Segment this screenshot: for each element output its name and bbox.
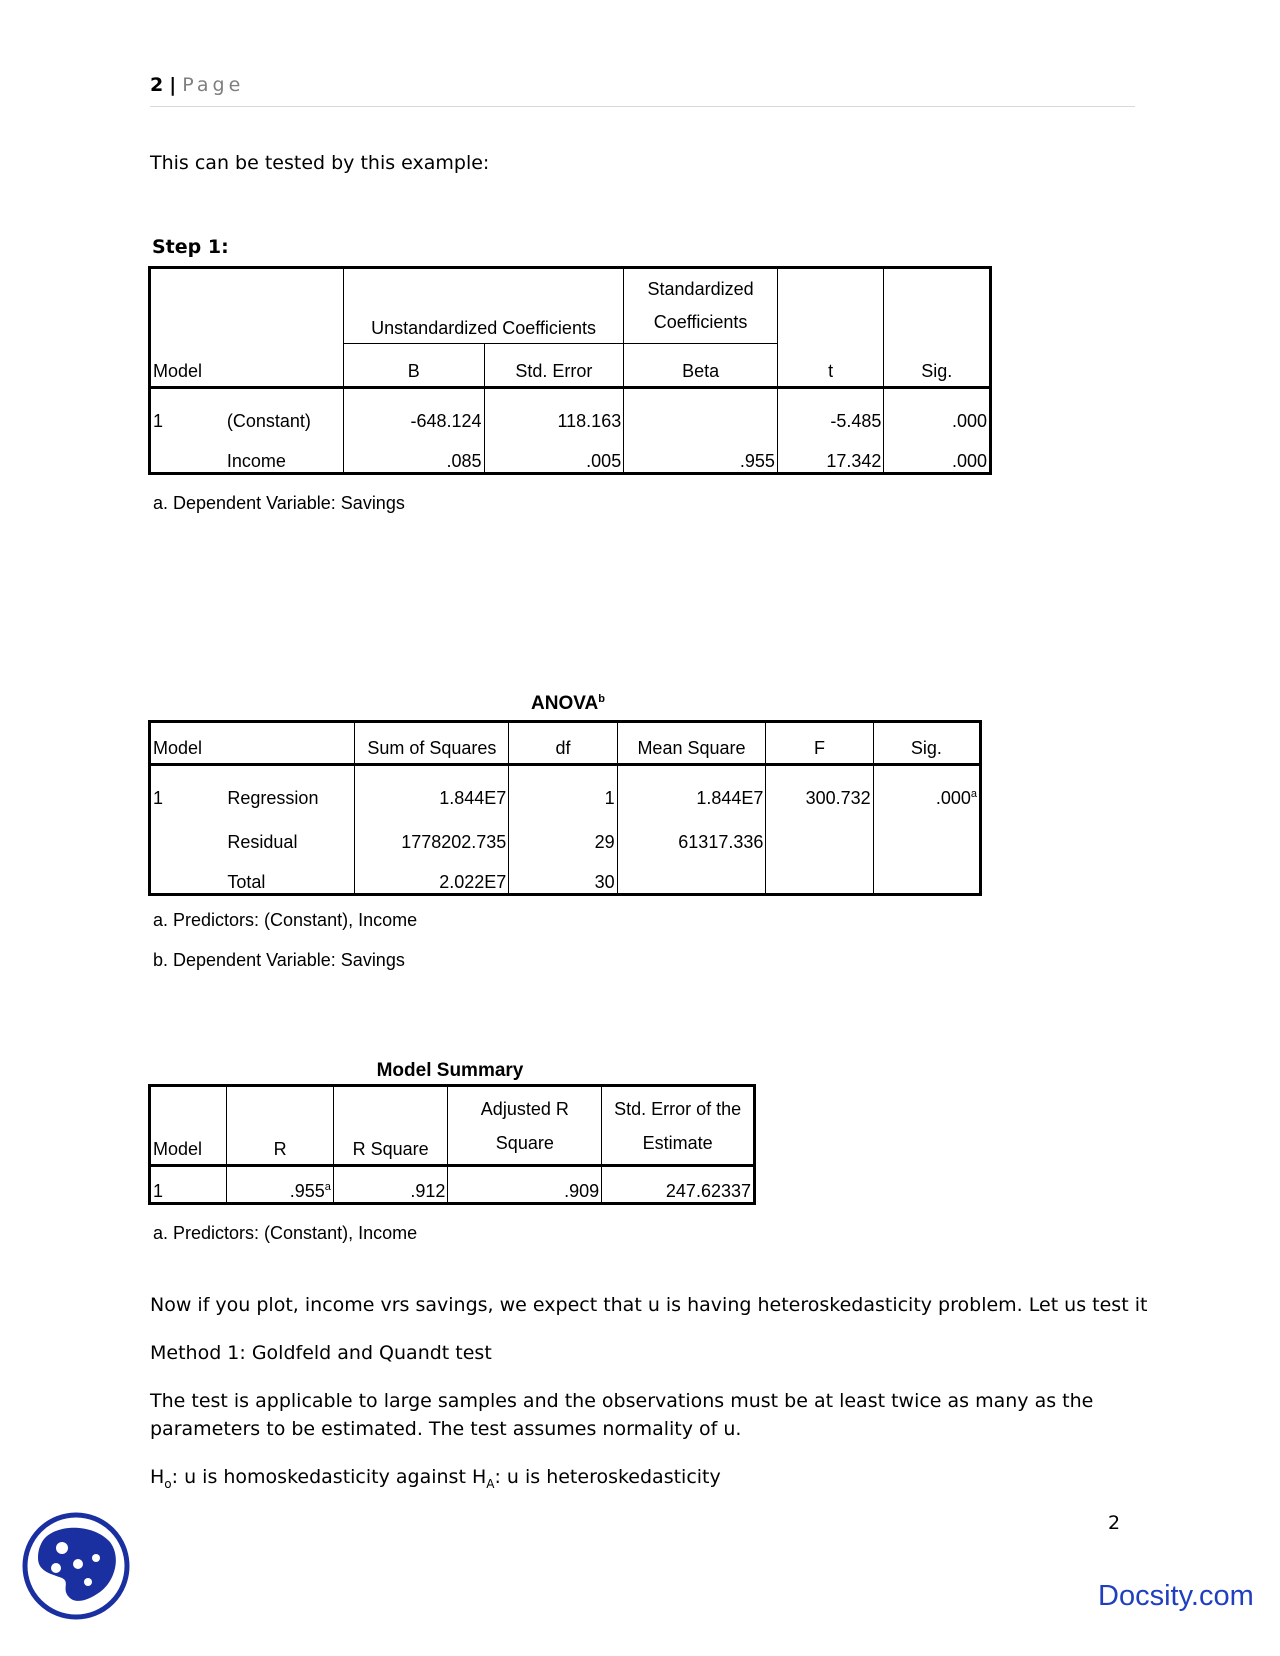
row-name: Residual: [225, 809, 355, 853]
summary-col-model: Model: [150, 1086, 227, 1166]
row-model: [150, 853, 226, 895]
hypothesis-end: : u is heteroskedasticity: [494, 1466, 721, 1488]
docsity-brand[interactable]: Docsity.com: [1098, 1580, 1254, 1612]
h0-subscript: o: [164, 1476, 172, 1491]
col-b-header: B: [343, 344, 484, 388]
table-row: [150, 765, 981, 809]
anova-title-text: ANOVA: [531, 693, 599, 714]
paragraph-test-line1: The test is applicable to large samples and the observations must be at least twice as many as the: [150, 1390, 1094, 1412]
row-se: 247.62337: [665, 1181, 751, 1201]
row-df: 29: [509, 809, 617, 853]
row-se: .005: [484, 432, 624, 474]
row-ms: 61317.336: [617, 809, 766, 853]
model-summary-table: [148, 1084, 756, 1205]
row-beta: .955: [624, 432, 778, 474]
row-sig-sup: a: [970, 787, 977, 800]
summary-col-r: R: [227, 1086, 334, 1166]
coefficients-note: a. Dependent Variable: Savings: [153, 493, 405, 513]
row-sig: .000: [951, 451, 987, 471]
row-r-value: .955: [289, 1181, 325, 1201]
table-row: [150, 388, 991, 432]
row-r-sup: a: [324, 1181, 331, 1193]
standardized-line1: Standardized: [647, 279, 754, 299]
summary-col-se: [602, 1086, 755, 1166]
row-df: 1: [509, 765, 617, 809]
step-label: Step 1:: [152, 236, 229, 258]
table-row: [150, 432, 991, 474]
row-adj: .909: [448, 1166, 602, 1204]
docsity-logo-icon: [22, 1512, 130, 1620]
anova-col-model: Model: [150, 722, 355, 765]
summary-note: a. Predictors: (Constant), Income: [153, 1223, 418, 1243]
anova-col-f: F: [766, 722, 873, 765]
unstandardized-group-header: Unstandardized Coefficients: [343, 268, 623, 344]
row-se: 118.163: [484, 388, 624, 432]
row-ss: 1778202.735: [355, 809, 509, 853]
summary-col-se-line2: Estimate: [642, 1133, 713, 1153]
anova-col-sig: Sig.: [873, 722, 980, 765]
col-se-header: Std. Error: [484, 344, 624, 388]
row-t: 17.342: [777, 432, 884, 474]
row-model: 1: [153, 787, 164, 808]
row-beta: [624, 388, 778, 432]
row-f: 300.732: [766, 765, 873, 809]
row-model: 1: [150, 1166, 227, 1204]
summary-col-adj-line1: Adjusted R: [480, 1099, 569, 1119]
anova-col-ss: Sum of Squares: [355, 722, 509, 765]
row-b: .085: [343, 432, 484, 474]
row-model: 1: [153, 410, 164, 431]
hypothesis-line: [150, 1463, 721, 1498]
summary-col-adj: [448, 1086, 602, 1166]
anova-note-a: a. Predictors: (Constant), Income: [153, 910, 418, 930]
table-row: [150, 853, 981, 895]
row-df: 30: [509, 853, 617, 895]
row-t: -5.485: [777, 388, 884, 432]
row-sig: [873, 809, 980, 853]
row-model: [150, 809, 226, 853]
table-row: [150, 1166, 755, 1204]
col-model-header: Model: [150, 268, 344, 388]
row-sig-value: .000: [935, 787, 971, 808]
row-r: [227, 1166, 334, 1204]
footer-page-number: 2: [1108, 1512, 1121, 1534]
anova-note-b: b. Dependent Variable: Savings: [153, 950, 405, 970]
table-row: [150, 809, 981, 853]
anova-title-sup: b: [598, 693, 605, 705]
anova-col-df: df: [509, 722, 617, 765]
header-separator: |: [169, 74, 177, 96]
col-beta-header: Beta: [624, 344, 778, 388]
row-name: Income: [225, 432, 344, 474]
row-ms: [617, 853, 766, 895]
row-ms: 1.844E7: [617, 765, 766, 809]
row-sig: .000: [951, 410, 987, 431]
header-page-label: Page: [182, 74, 245, 96]
summary-col-rsq: R Square: [333, 1086, 448, 1166]
col-sig-header: Sig.: [884, 268, 991, 388]
anova-col-ms: Mean Square: [617, 722, 766, 765]
row-model: [150, 432, 225, 474]
row-f: [766, 809, 873, 853]
summary-col-adj-line2: Square: [495, 1133, 554, 1153]
paragraph-plot: Now if you plot, income vrs savings, we expect that u is having heteroskedasticity problem. Let us test it: [150, 1294, 1148, 1316]
standardized-group-header: [624, 268, 778, 344]
row-sig: [873, 853, 980, 895]
row-f: [766, 853, 873, 895]
row-name: (Constant): [225, 388, 344, 432]
page-header: [150, 74, 1135, 107]
col-t-header: t: [777, 268, 884, 388]
h0-label: H: [150, 1466, 165, 1488]
hypothesis-middle: : u is homoskedasticity against H: [171, 1466, 487, 1488]
summary-title: Model Summary: [376, 1060, 524, 1081]
anova-table: [148, 720, 982, 896]
standardized-line2: Coefficients: [653, 312, 748, 332]
summary-col-se-line1: Std. Error of the: [614, 1099, 742, 1119]
row-rsq: .912: [333, 1166, 448, 1204]
row-sig: [873, 765, 980, 809]
anova-title: [478, 693, 658, 715]
header-page-number: 2: [150, 74, 164, 96]
row-ss: 1.844E7: [355, 765, 509, 809]
ha-subscript: A: [486, 1476, 495, 1491]
row-name: Total: [225, 853, 355, 895]
intro-text: This can be tested by this example:: [150, 152, 490, 174]
row-ss: 2.022E7: [355, 853, 509, 895]
coefficients-table: [148, 266, 992, 475]
row-name: Regression: [225, 765, 355, 809]
row-b: -648.124: [343, 388, 484, 432]
paragraph-test-line2: parameters to be estimated. The test assumes normality of u.: [150, 1418, 742, 1440]
paragraph-method: Method 1: Goldfeld and Quandt test: [150, 1342, 492, 1364]
